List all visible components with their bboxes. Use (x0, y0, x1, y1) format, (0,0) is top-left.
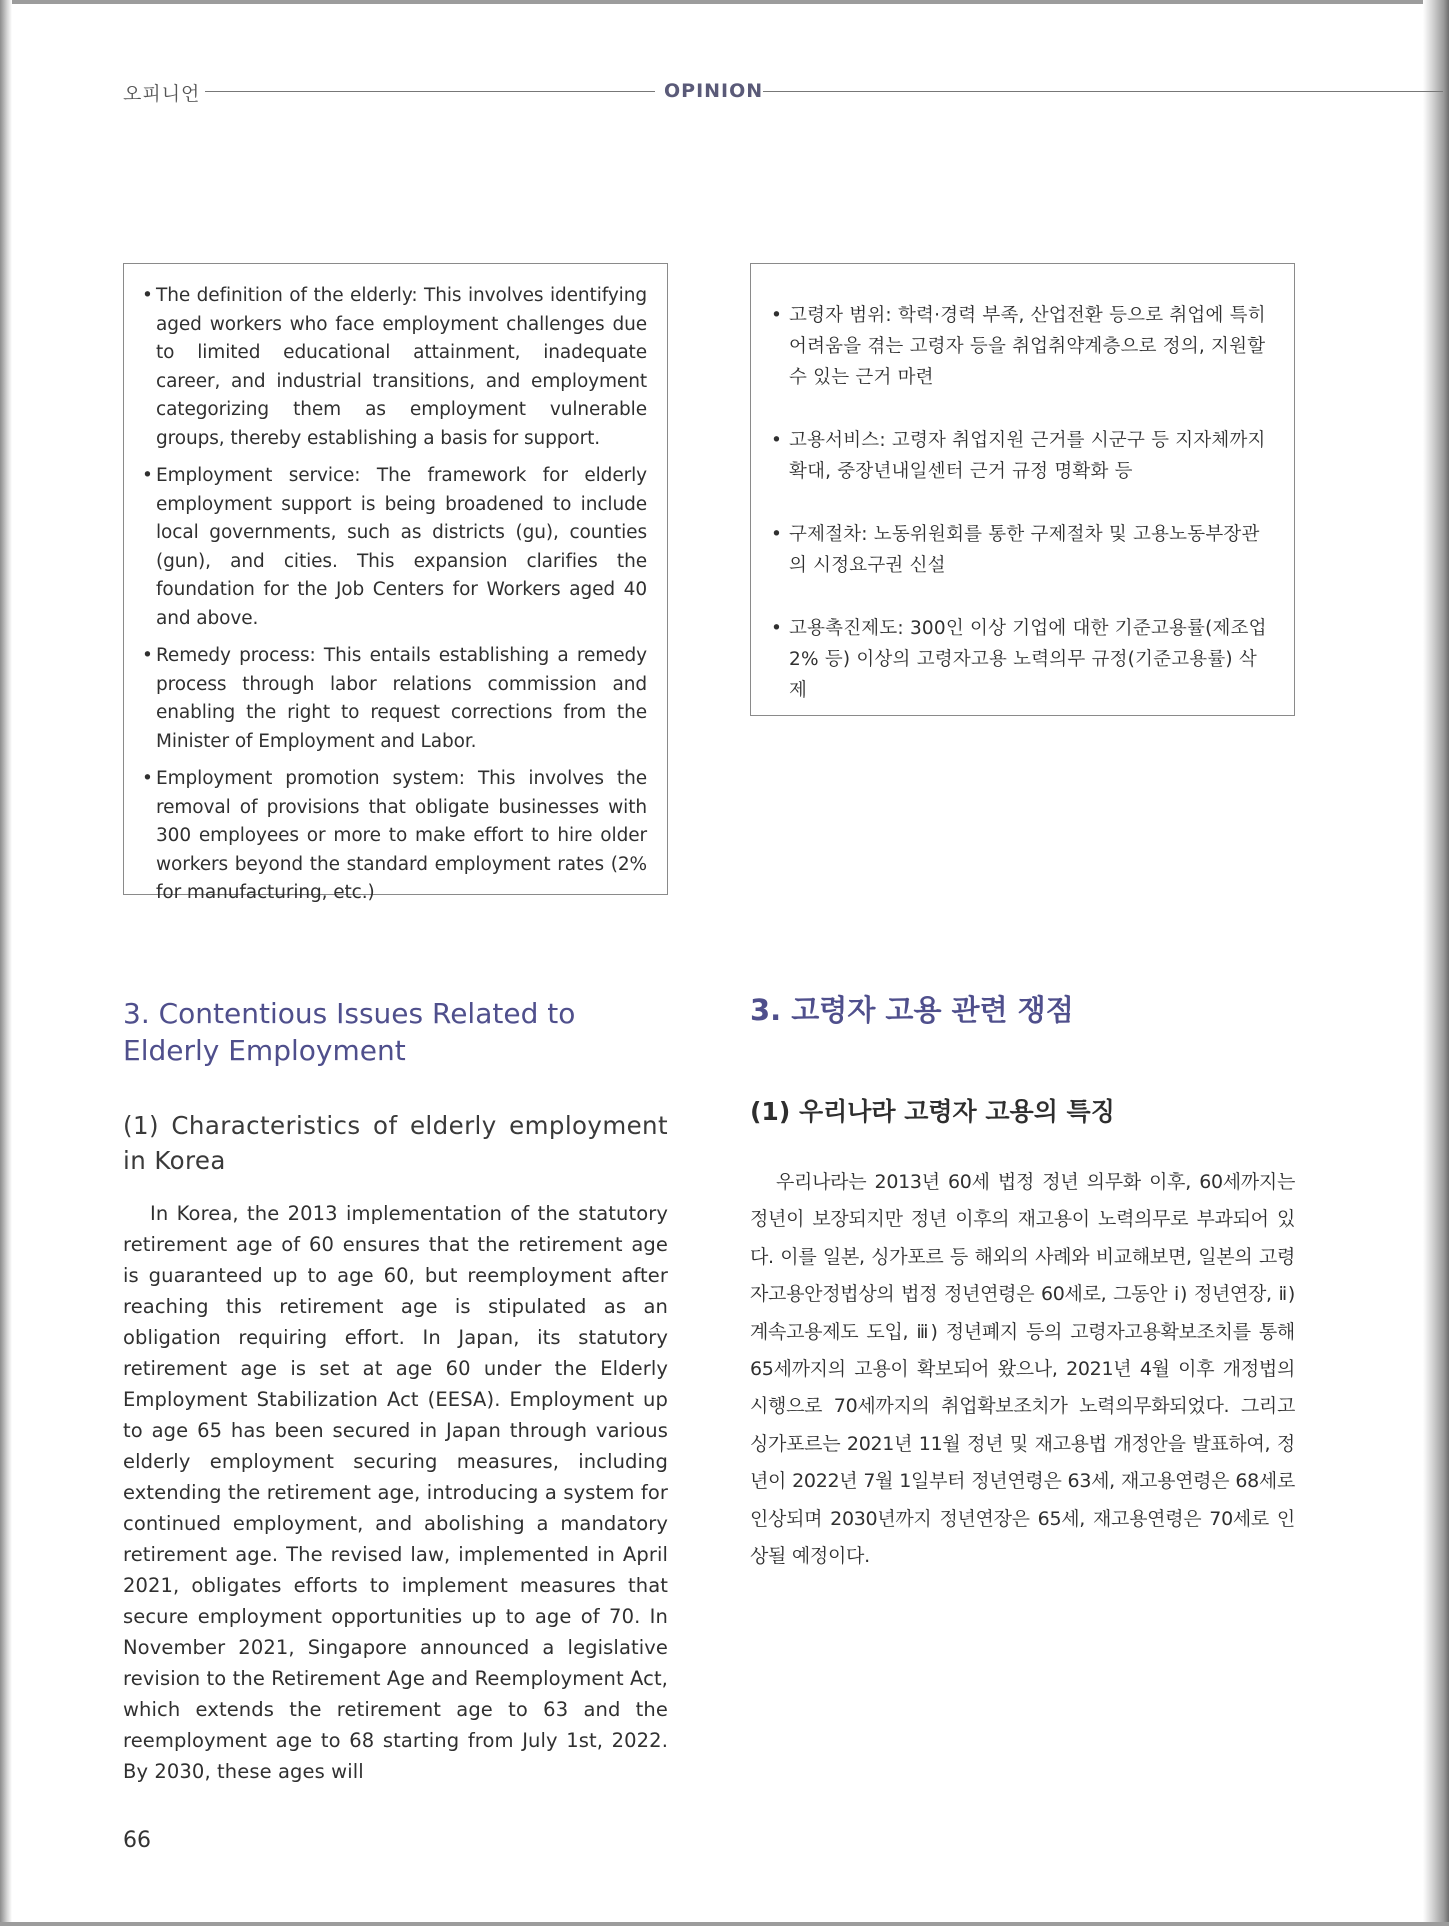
summary-item-remedy-process-ko (769, 519, 1274, 581)
bullet-icon: • (771, 618, 783, 639)
page-edge-bottom (0, 1922, 1449, 1926)
summary-item-employment-service-ko (769, 425, 1274, 487)
summary-item-definition (142, 282, 647, 453)
bullet-icon: • (142, 285, 153, 306)
header-section-en: OPINION (664, 80, 764, 102)
bullet-icon: • (142, 465, 153, 486)
bullet-icon: • (771, 524, 783, 545)
header-rule-right (763, 91, 1443, 92)
summary-item-remedy-process (142, 642, 647, 756)
summary-list-ko (769, 300, 1274, 706)
section-heading-ko: 3. 고령자 고용 관련 쟁점 (750, 993, 1074, 1027)
summary-box-en (123, 263, 668, 903)
bullet-icon: • (142, 645, 153, 666)
header-rule-left (205, 91, 655, 92)
subsection-heading-ko: (1) 우리나라 고령자 고용의 특징 (750, 1097, 1115, 1126)
summary-box-ko (750, 263, 1295, 716)
summary-item-text: 구제절차: 노동위원회를 통한 구제절차 및 고용노동부장관의 시정요구권 신설 (789, 524, 1260, 576)
summary-item-text: Employment service: The framework for elderly employment support is being broadened to include local governments, such as districts (gu), counties (gun), and cities. This expansion clarifies the foundation for the Job Centers for Workers aged 40 and above. (156, 465, 647, 629)
summary-item-text: Remedy process: This entails establishing a remedy process through labor relations commission and enabling the right to request corrections from the Minister of Employment and Labor. (156, 645, 647, 752)
summary-item-text: 고령자 범위: 학력·경력 부족, 산업전환 등으로 취업에 특히 어려움을 겪는 고령자 등을 취업취약계층으로 정의, 지원할 수 있는 근거 마련 (789, 305, 1266, 388)
body-paragraph-ko: 우리나라는 2013년 60세 법정 정년 의무화 이후, 60세까지는 정년이 보장되지만 정년 이후의 재고용이 노력의무로 부과되어 있다. 이를 일본, 싱가포르 등 해외의 사례와 비교해보면, 일본의 고령자고용안정법상의 법정 정년연령은 60세로, 그동안 ⅰ) 정년연장, ⅱ) 계속고용제도 도입, ⅲ) 정년폐지 등의 고령자고용확보조치를 통해 65세까지의 고용이 확보되어 왔으나, 2021년 4월 이후 개정법의 시행으로 70세까지의 취업확보조치가 노력의무화되었다. 그리고 싱가포르는 2021년 11월 정년 및 재고용법 개정안을 발표하여, 정년이 2022년 7월 1일부터 정년연령은 63세, 재고용연령은 68세로 인상되며 2030년까지 정년연장은 65세, 재고용연령은 70세로 인상될 예정이다. (750, 1171, 1295, 1568)
subsection-heading-en: (1) Characteristics of elderly employment in Korea (123, 1111, 668, 1175)
page-edge-top (0, 0, 1449, 4)
bullet-icon: • (771, 430, 783, 451)
summary-item-text: 고용서비스: 고령자 취업지원 근거를 시군구 등 지자체까지 확대, 중장년내일센터 근거 규정 명확화 등 (789, 430, 1266, 482)
summary-item-text: Employment promotion system: This involves the removal of provisions that obligate businesses with 300 employees or more to make effort to hire older workers beyond the standard employment rates (2% for manufacturing, etc.) (156, 768, 647, 903)
summary-item-definition-ko (769, 300, 1274, 393)
bullet-icon: • (771, 305, 783, 326)
summary-item-promotion-system (142, 765, 647, 908)
page-number: 66 (123, 1828, 151, 1853)
page-edge-right (1423, 0, 1449, 1926)
summary-list-en (142, 282, 647, 908)
bullet-icon: • (142, 768, 153, 789)
summary-item-employment-service (142, 462, 647, 633)
summary-item-promotion-system-ko (769, 613, 1274, 706)
summary-item-text: The definition of the elderly: This involves identifying aged workers who face employment challenges due to limited educational attainment, inadequate career, and industrial transitions, and employment categorizing them as employment vulnerable groups, thereby establishing a basis for support. (156, 285, 647, 449)
page-edge-left (0, 0, 12, 1926)
header-section-ko: 오피니언 (123, 83, 201, 105)
body-paragraph-en: In Korea, the 2013 implementation of the statutory retirement age of 60 ensures that the retirement age is guaranteed up to age 60, but reemployment after reaching this retirement age is stipulated as an obligation requiring effort. In Japan, its statutory retirement age is set at age 60 under the Elderly Employment Stabilization Act (EESA). Employment up to age 65 has been secured in Japan through various elderly employment securing measures, including extending the retirement age, introducing a system for continued employment, and abolishing a mandatory retirement age. The revised law, implemented in April 2021, obligates efforts to implement measures that secure employment opportunities up to age of 70. In November 2021, Singapore announced a legislative revision to the Retirement Age and Reemployment Act, which extends the retirement age to 63 and the reemployment age to 68 starting from July 1st, 2022. By 2030, these ages will (123, 1202, 668, 1783)
summary-item-text: 고용촉진제도: 300인 이상 기업에 대한 기준고용률(제조업 2% 등) 이상의 고령자고용 노력의무 규정(기준고용률) 삭제 (789, 618, 1267, 701)
section-heading-en: 3. Contentious Issues Related to Elderly Employment (123, 997, 576, 1067)
